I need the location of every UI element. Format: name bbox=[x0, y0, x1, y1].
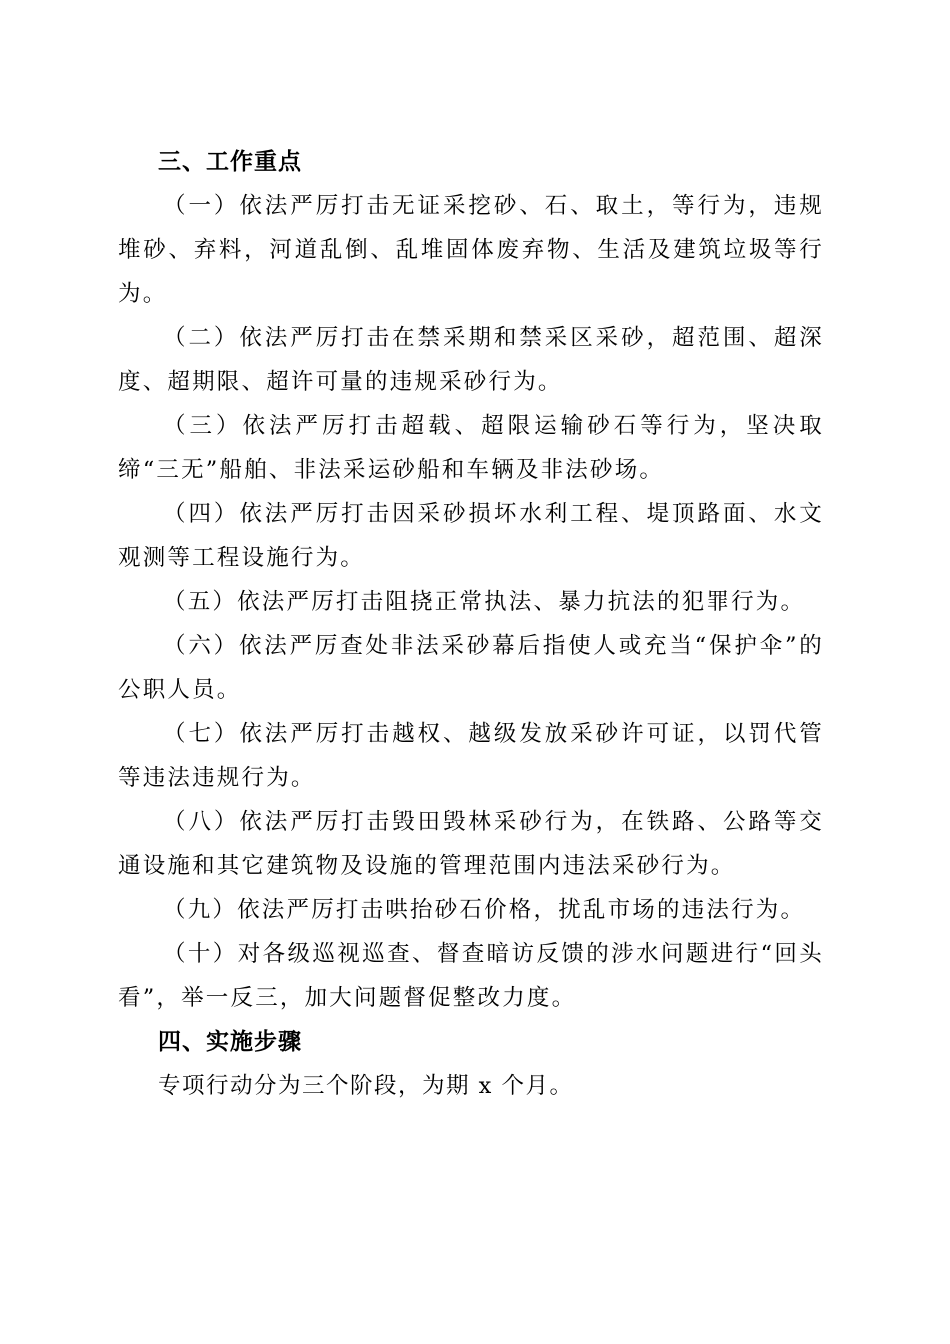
section-3-item-1: （一）依法严厉打击无证采挖砂、石、取土，等行为，违规堆砂、弃料，河道乱倒、乱堆固体废弃物、生活及建筑垃圾等行为。 bbox=[118, 193, 824, 307]
section-3-item-8: （八）依法严厉打击毁田毁林采砂行为，在铁路、公路等交通设施和其它建筑物及设施的管理范围内违法采砂行为。 bbox=[118, 809, 824, 879]
section-3-item-6: （六）依法严厉查处非法采砂幕后指使人或充当“保护伞”的公职人员。 bbox=[118, 633, 824, 703]
section-3-heading: 三、工作重点 bbox=[158, 149, 302, 175]
section-3-item-2: （二）依法严厉打击在禁采期和禁采区采砂，超范围、超深度、超期限、超许可量的违规采砂行为。 bbox=[118, 325, 824, 395]
section-3-item-9: （九）依法严厉打击哄抬砂石价格，扰乱市场的违法行为。 bbox=[163, 897, 806, 923]
section-3-item-4: （四）依法严厉打击因采砂损坏水利工程、堤顶路面、水文观测等工程设施行为。 bbox=[118, 501, 824, 571]
section-3-item-3: （三）依法严厉打击超载、超限运输砂石等行为，坚决取缔“三无”船舶、非法采运砂船和车辆及非法砂场。 bbox=[118, 413, 824, 483]
section-3-item-5: （五）依法严厉打击阻挠正常执法、暴力抗法的犯罪行为。 bbox=[163, 589, 806, 615]
document-page bbox=[118, 140, 824, 1108]
section-3-item-7: （七）依法严厉打击越权、越级发放采砂许可证，以罚代管等违法违规行为。 bbox=[118, 721, 824, 791]
section-4-heading: 四、实施步骤 bbox=[158, 1029, 302, 1055]
section-4-intro: 专项行动分为三个阶段，为期 x 个月。 bbox=[158, 1073, 574, 1099]
section-3-item-10: （十）对各级巡视巡查、督查暗访反馈的涉水问题进行“回头看”，举一反三，加大问题督促整改力度。 bbox=[118, 941, 824, 1011]
